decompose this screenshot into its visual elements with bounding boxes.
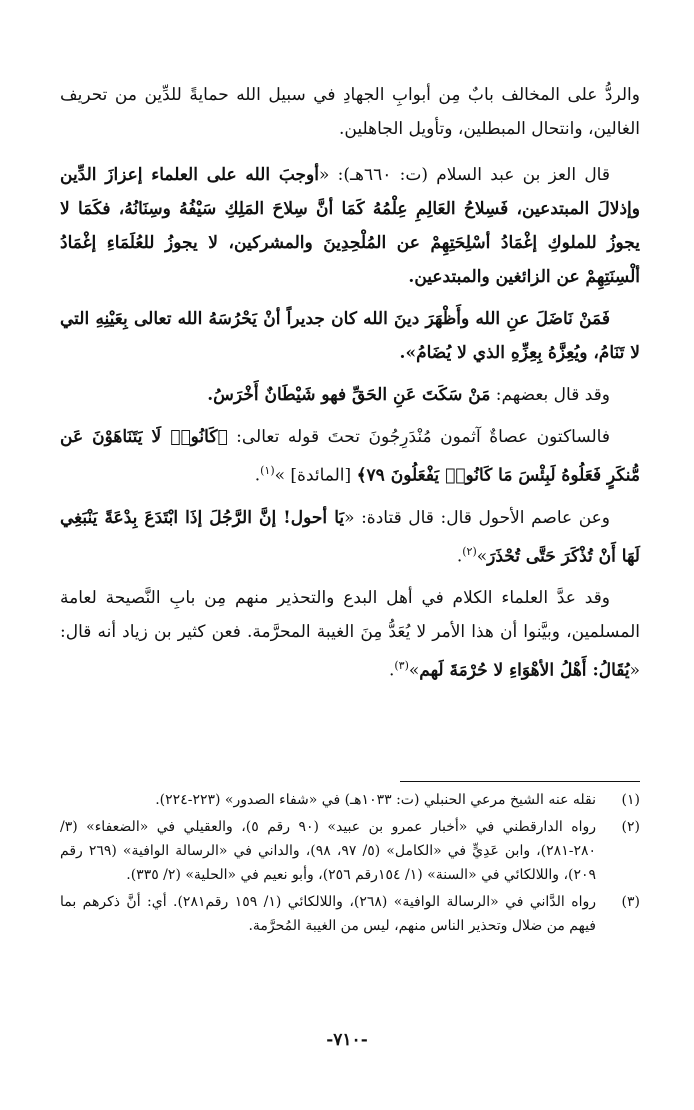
paragraph-intro bbox=[60, 78, 640, 146]
scholars-intro: وقد عدَّ العلماء الكلام في أهل البدع والتحذير منهم مِن بابِ النَّصيحة لعامة المسلمين، وبيَّنوا أن هذا الأمر لا يُعَدُّ مِنَ الغيبة المحرَّمة. فعن كثير بن زياد أنه قال: « bbox=[60, 588, 641, 681]
paragraph-quran-verse: فالساكتون عصاةٌ آثمون مُنْدَرِجُونَ تحتَ قوله تعالى: ﴿كَانُوا۟ لَا يَتَنَاهَوْنَ عَن مُّنكَرٍ فَعَلُوهُ لَبِئْسَ مَا كَانُوا۟ يَفْعَلُونَ ٧٩﴾ [المائدة] »$^{(١)}$. bbox=[60, 427, 640, 486]
footnote-marker: (١) bbox=[260, 464, 275, 477]
footnote-marker: (٣) bbox=[394, 659, 409, 673]
footnote-item bbox=[60, 815, 640, 887]
footnote-item bbox=[60, 890, 640, 938]
surah-reference: [المائدة] bbox=[290, 465, 352, 486]
paragraph-text: فَمَنْ نَاضَلَ عنِ الله وأَظْهَرَ دينَ الله كان جديراً أنْ يَحْرُسَهُ الله تعالى بِعَيْنِهِ التي لا تَنَامُ، ويُعِزَّهُ بِعِزِّهِ الذي لا يُضَامُ». bbox=[60, 309, 640, 363]
footnote-text: رواه الدارقطني في «أخبار عمرو بن عبيد» (٩٠ رقم ٥)، والعقيلي في «الضعفاء» (٣/ ٢٨٠-٢٨١)، وابن عَدِيٍّ في «الكامل» (٥/ ٩٧، ٩٨)، والداني في «الرسالة الوافية» (٢٦٩ رقم ٢٠٩)، واللالكائي في «السنة» (١/ ١٥٤رقم ٢٥٦)، وأبو نعيم في «الحلية» (٢/ ٣٣٥). bbox=[60, 819, 597, 883]
footnote-divider bbox=[400, 781, 640, 782]
paragraph-qatada: وعن عاصم الأحول قال: قال قتادة: «يَا أحول! إنَّ الرَّجُلَ إذَا ابْتَدَعَ بِدْعَةً يَنْبَغِي لَهَا أَنْ تُذْكَرَ حَتَّى تُحْذَرَ»$^{(٢)}$. bbox=[60, 507, 640, 567]
quote-intro: قال العز بن عبد السلام (ت: ٦٦٠هـ): « bbox=[318, 165, 610, 185]
saying-intro: وقد قال بعضهم: bbox=[490, 385, 610, 405]
footnote-number: (١) bbox=[621, 792, 640, 808]
quran-verse: ﴿كَانُوا۟ لَا يَتَنَاهَوْنَ عَن مُّنكَرٍ فَعَلُوهُ لَبِئْسَ مَا كَانُوا۟ يَفْعَلُونَ ٧٩﴾ bbox=[60, 427, 640, 486]
qatada-bold-text: يَا أحول! إنَّ الرَّجُلَ إذَا ابْتَدَعَ بِدْعَةً يَنْبَغِي لَهَا أَنْ تُذْكَرَ حَتَّى تُحْذَرَ bbox=[60, 507, 640, 567]
footnote-number: (٣) bbox=[621, 894, 640, 910]
footnotes bbox=[60, 788, 640, 941]
paragraph-izz-quote bbox=[60, 158, 640, 294]
paragraph-quote-continuation bbox=[60, 302, 640, 370]
scholars-bold-text: يُقَالُ: أَهْلُ الأهْوَاءِ لا حُرْمَةَ لَهم bbox=[419, 660, 630, 681]
verse-intro: فالساكتون عصاةٌ آثمون مُنْدَرِجُونَ تحتَ قوله تعالى: bbox=[227, 427, 610, 447]
footnote-text: رواه الدَّاني في «الرسالة الوافية» (٢٦٨)، واللالكائي (١/ ١٥٩ رقم٢٨١). أي: أنَّ ذكرهم بما فيهم من ضلال وتحذير الناس منهم، ليس من الغيبة المُحرَّمة. bbox=[60, 894, 596, 934]
paragraph-text: والردُّ على المخالف بابٌ مِن أبوابِ الجهادِ في سبيل الله حمايةً للدِّين من تحريف الغالين، وانتحال المبطلين، وتأويل الجاهلين. bbox=[60, 85, 640, 139]
page-number: -٧١٠- bbox=[326, 1030, 368, 1050]
saying-bold-text: مَنْ سَكَتَ عَنِ الحَقِّ فهو شَيْطَانٌ أَخْرَسُ. bbox=[207, 385, 491, 405]
footnote-marker: (٢) bbox=[462, 544, 477, 558]
footnote-text: نقله عنه الشيخ مرعي الحنبلي (ت: ١٠٣٣هـ) في «شفاء الصدور» (٢٢٣-٢٢٤). bbox=[155, 792, 596, 808]
paragraph-saying bbox=[60, 378, 640, 412]
qatada-intro: وعن عاصم الأحول قال: قال قتادة: « bbox=[344, 507, 611, 528]
footnote-number: (٢) bbox=[621, 819, 640, 835]
quote-bold-text: أوجبَ الله على العلماء إعزازَ الدِّين وإذلالَ المبتدعين، فَسِلاحُ العَالِمِ عِلْمُهُ كَمَا أنَّ سِلاحَ المَلِكِ سَيْفُهُ وسِنَانُهُ، فكَمَا لا يجوزُ للملوكِ إغْمَادُ أسْلِحَتِهِمْ عن المُلْحِدِينَ والمشركين، لا يجوزُ للعُلَمَاءِ إغْمَادُ ألْسِنَتِهِمْ عن الزائغين والمبتدعين. bbox=[60, 165, 640, 287]
main-text bbox=[60, 78, 640, 696]
footnote-item bbox=[60, 788, 640, 812]
paragraph-scholars: وقد عدَّ العلماء الكلام في أهل البدع والتحذير منهم مِن بابِ النَّصيحة لعامة المسلمين، وبيَّنوا أن هذا الأمر لا يُعَدُّ مِنَ الغيبة المحرَّمة. فعن كثير بن زياد أنه قال: «يُقَالُ: أَهْلُ الأهْوَاءِ لا حُرْمَةَ لَهم»$^{(٣)}$. bbox=[60, 588, 641, 681]
